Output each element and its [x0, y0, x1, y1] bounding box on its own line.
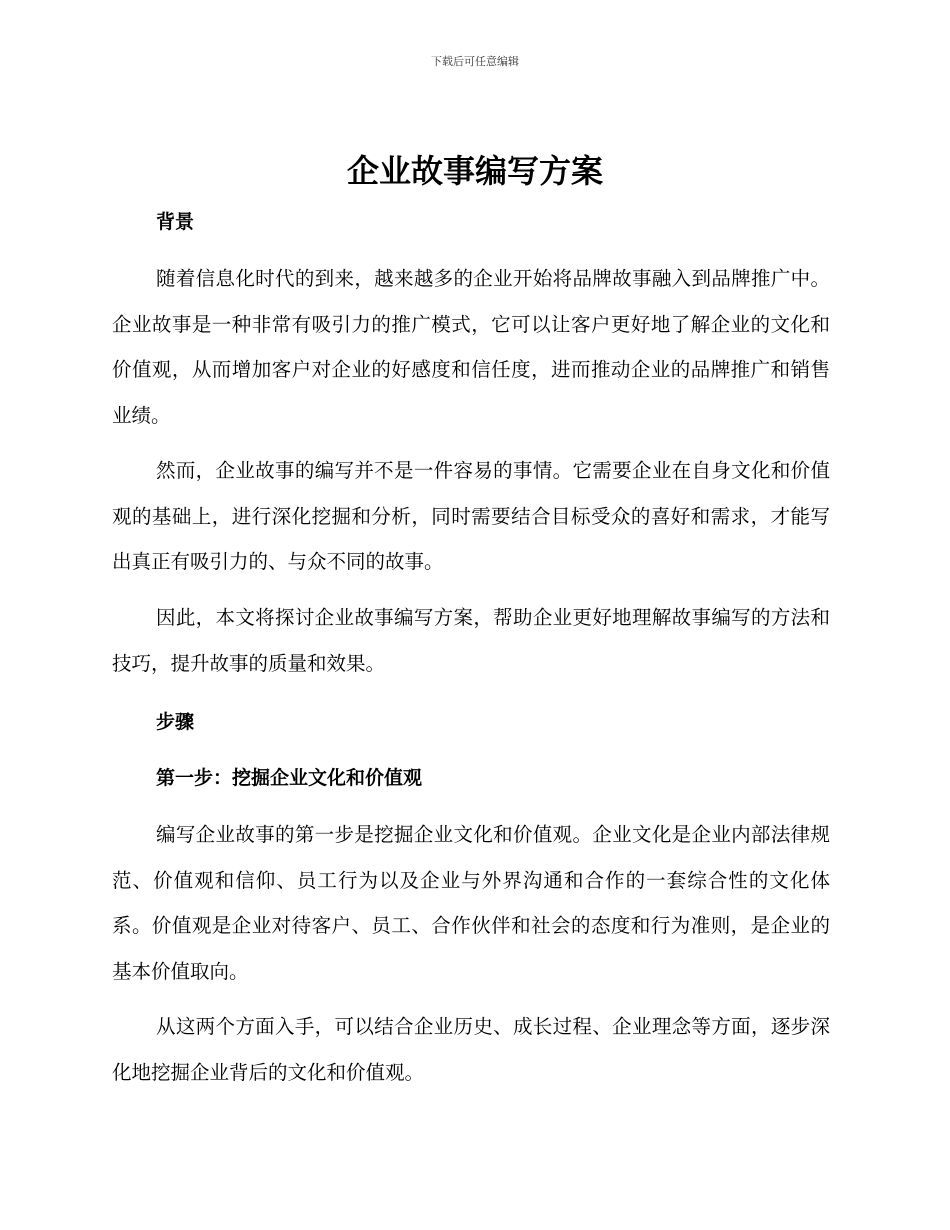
background-paragraph-1: 随着信息化时代的到来，越来越多的企业开始将品牌故事融入到品牌推广中。企业故事是一种非常有吸引力的推广模式，它可以让客户更好地了解企业的文化和价值观，从而增加客户对企业的好感度和信任度，进而推动企业的品牌推广和销售业绩。 [112, 267, 830, 427]
section-heading-background: 背景 [156, 211, 195, 233]
step1-paragraph-2: 从这两个方面入手，可以结合企业历史、成长过程、企业理念等方面，逐步深化地挖掘企业背后的文化和价值观。 [112, 1015, 830, 1084]
step1-paragraph-1: 编写企业故事的第一步是挖掘企业文化和价值观。企业文化是企业内部法律规范、价值观和信仰、员工行为以及企业与外界沟通和合作的一套综合性的文化体系。价值观是企业对待客户、员工、合作伙伴和社会的态度和行为准则，是企业的基本价值取向。 [112, 823, 830, 983]
document-title: 企业故事编写方案 [346, 152, 603, 190]
background-paragraph-2: 然而，企业故事的编写并不是一件容易的事情。它需要企业在自身文化和价值观的基础上，进行深化挖掘和分析，同时需要结合目标受众的喜好和需求，才能写出真正有吸引力的、与众不同的故事。 [112, 459, 830, 573]
header-note: 下载后可任意编辑 [431, 55, 519, 68]
section-heading-steps: 步骤 [156, 711, 195, 733]
step1-heading: 第一步：挖掘企业文化和价值观 [156, 767, 423, 789]
background-paragraph-3: 因此，本文将探讨企业故事编写方案，帮助企业更好地理解故事编写的方法和技巧，提升故事的质量和效果。 [112, 606, 830, 675]
